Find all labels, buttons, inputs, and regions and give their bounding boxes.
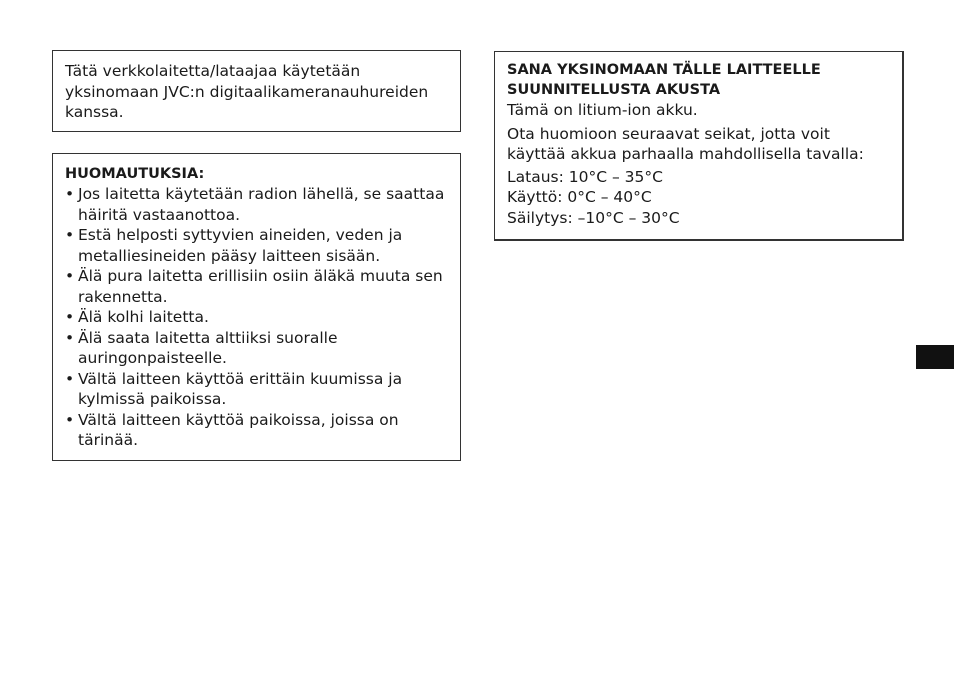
note-item	[65, 184, 448, 225]
intro-text: Tätä verkkolaitetta/lataajaa käytetään yksinomaan JVC:n digitaalikameranauhureiden kanssa.	[65, 62, 429, 121]
temp-charging: Lataus: 10°C – 35°C	[507, 167, 663, 186]
note-text: Älä kolhi laitetta.	[78, 308, 209, 326]
note-item	[65, 266, 448, 307]
notes-list	[65, 184, 448, 451]
note-item	[65, 369, 448, 410]
section-tab-marker	[916, 345, 954, 369]
bullet-icon: •	[65, 226, 75, 244]
note-text: Älä saata laitetta alttiiksi suoralle auringonpaisteelle.	[78, 328, 338, 367]
note-text: Jos laitetta käytetään radion lähellä, se saattaa häiritä vastaanottoa.	[78, 185, 445, 224]
bullet-icon: •	[65, 369, 75, 388]
bullet-icon: •	[65, 410, 75, 429]
battery-heading: SANA YKSINOMAAN TÄLLE LAITTEELLE SUUNNITELLUSTA AKUSTA	[507, 62, 821, 98]
bullet-icon: •	[65, 328, 75, 347]
note-item	[65, 225, 448, 266]
notes-box	[52, 153, 461, 461]
battery-advice-text: Ota huomioon seuraavat seikat, jotta voit käyttää akkua parhaalla mahdollisella tavalla:	[507, 124, 864, 163]
note-text: Vältä laitteen käyttöä paikoissa, joissa on tärinää.	[78, 410, 399, 449]
battery-type-text: Tämä on litium-ion akku.	[507, 101, 698, 119]
note-item	[65, 328, 448, 369]
note-item	[65, 410, 448, 451]
battery-box	[494, 51, 904, 241]
temp-storage: Säilytys: –10°C – 30°C	[507, 208, 680, 227]
temp-operating: Käyttö: 0°C – 40°C	[507, 188, 652, 206]
note-text: Älä pura laitetta erillisiin osiin äläkä muuta sen rakennetta.	[78, 267, 443, 306]
note-text: Estä helposti syttyvien aineiden, veden ja metalliesineiden pääsy laitteen sisään.	[78, 226, 403, 265]
note-text: Vältä laitteen käyttöä erittäin kuumissa ja kylmissä paikoissa.	[78, 369, 403, 408]
temperature-list	[507, 167, 890, 229]
note-item	[65, 307, 448, 328]
notes-heading: HUOMAUTUKSIA:	[65, 166, 205, 182]
bullet-icon: •	[65, 308, 75, 326]
bullet-icon: •	[65, 185, 75, 203]
bullet-icon: •	[65, 267, 75, 285]
intro-box	[52, 50, 461, 132]
